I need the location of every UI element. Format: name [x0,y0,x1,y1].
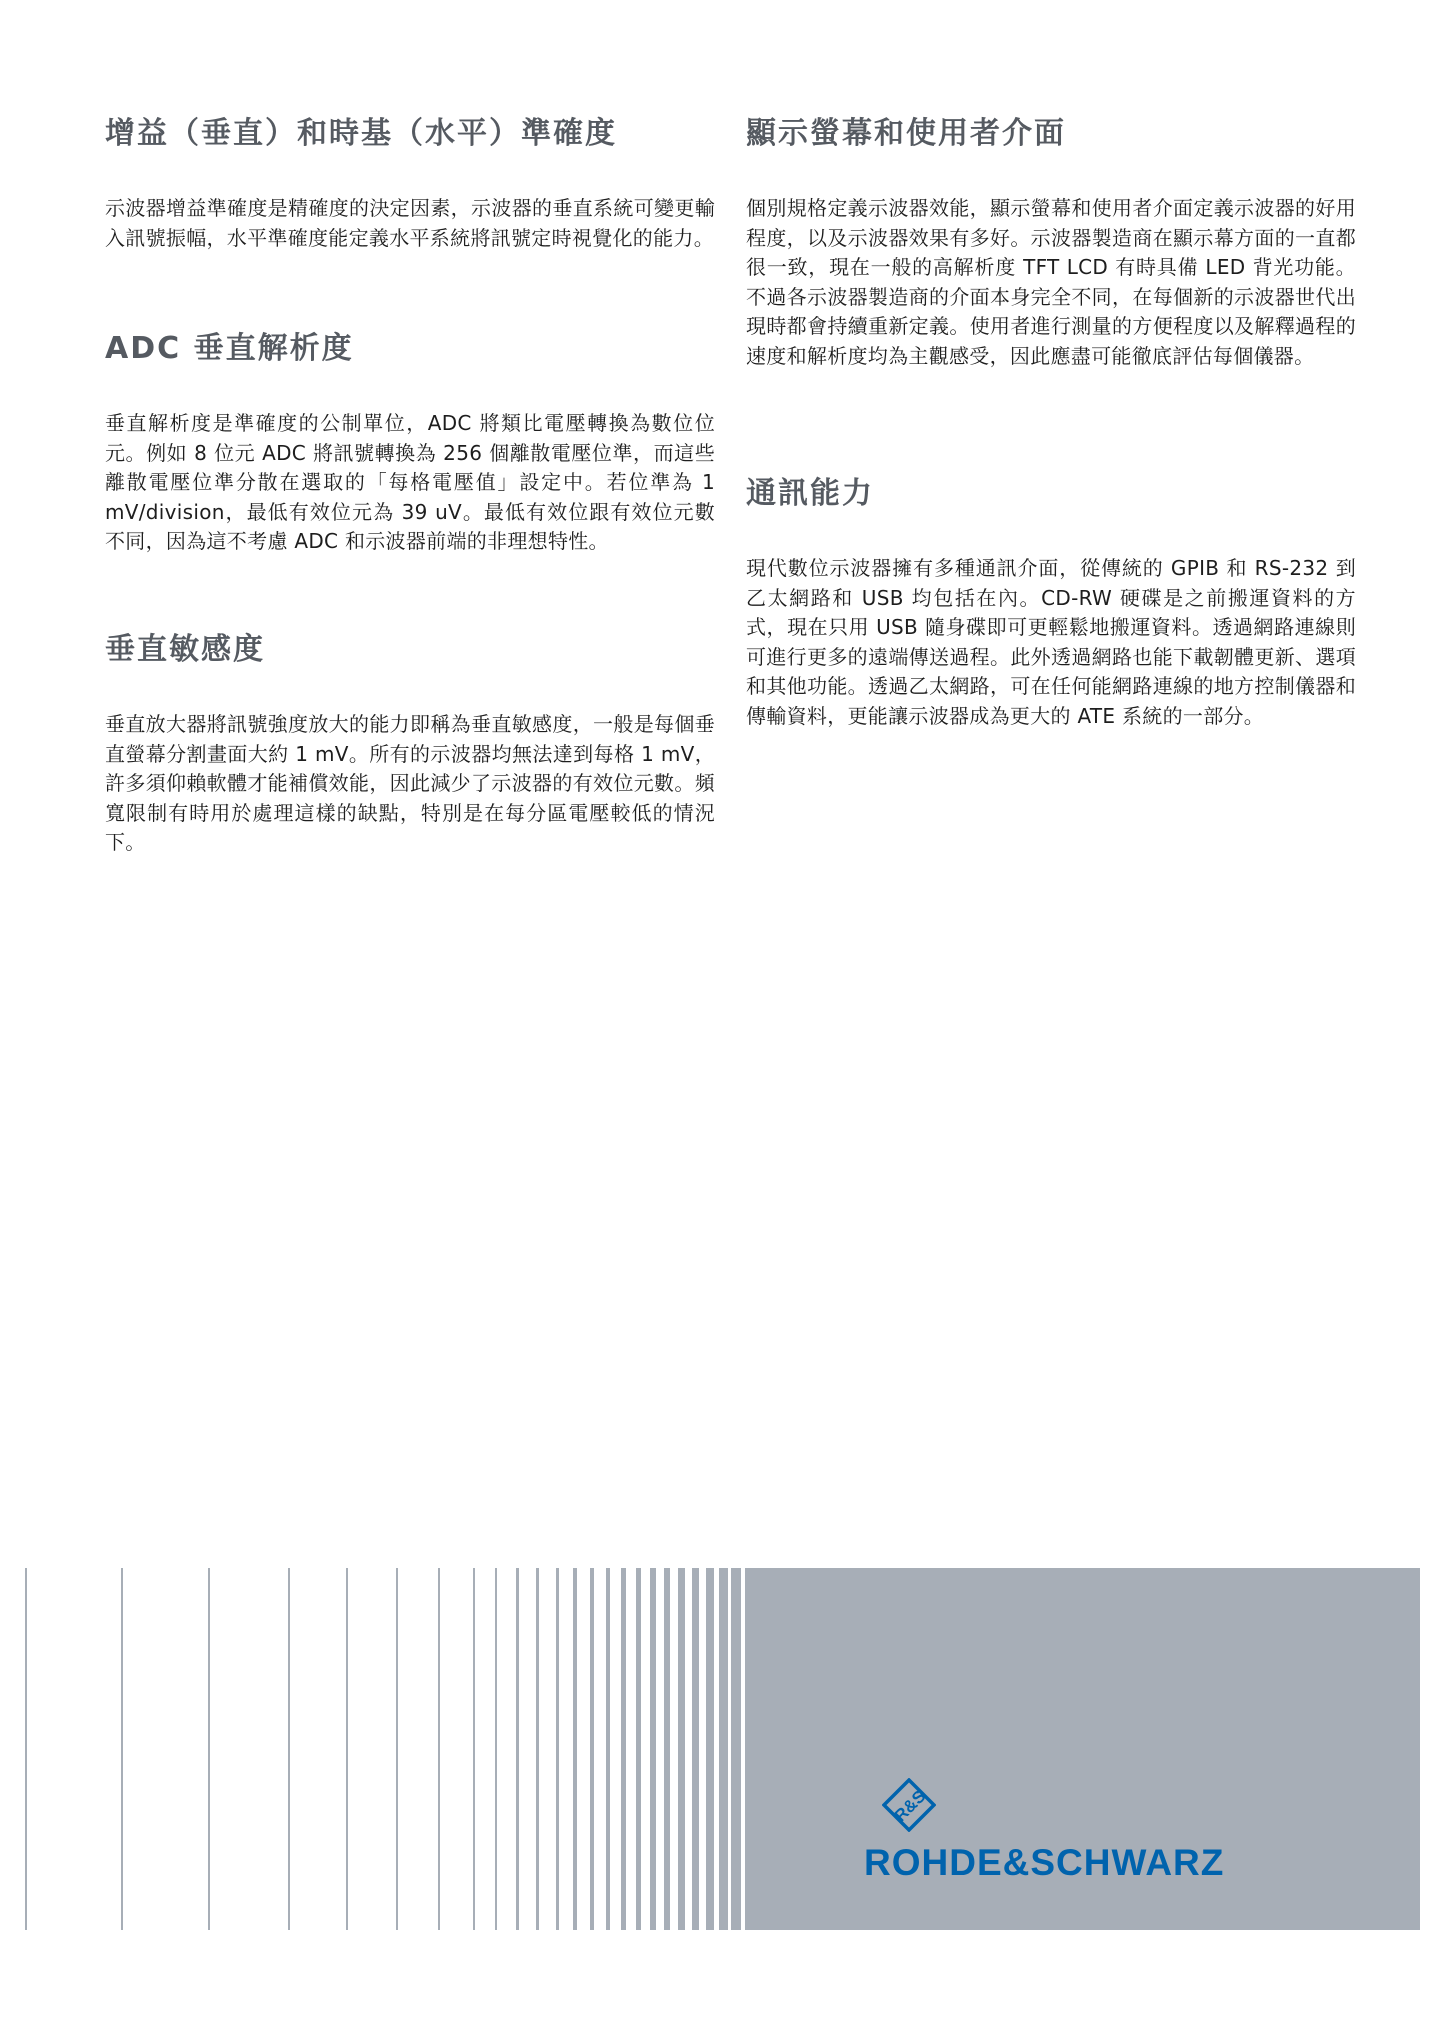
decorative-stripe [731,1568,741,1930]
section-body: 垂直解析度是準確度的公制單位，ADC 將類比電壓轉換為數位位元。例如 8 位元 ADC 將訊號轉換為 256 個離散電壓位準，而這些離散電壓位準分散在選取的「每格電壓值」設定中。若位準為 1 mV/division，最低有效位元為 39 uV。最低有效位跟有效位元數不同，因為這不考慮 ADC 和示波器前端的非理想特性。 [105,411,715,553]
section-heading: 垂直敏感度 [105,632,265,667]
decorative-stripe [636,1568,641,1930]
logo-monogram: R&S [890,1786,930,1826]
decorative-stripe [346,1568,348,1930]
decorative-stripe [556,1568,559,1930]
decorative-stripe [208,1568,210,1930]
section-heading: 增益（垂直）和時基（水平）準確度 [105,116,617,151]
section-body: 示波器增益準確度是精確度的決定因素，示波器的垂直系統可變更輸入訊號振幅，水平準確度能定義水平系統將訊號定時視覺化的能力。 [105,196,715,250]
decorative-stripe [606,1568,610,1930]
section-communication [746,474,1356,731]
decorative-stripe [516,1568,519,1930]
rs-diamond-icon [882,1778,936,1832]
decorative-stripe [590,1568,594,1930]
decorative-stripe [121,1568,123,1930]
section-heading: 顯示螢幕和使用者介面 [746,116,1066,151]
decorative-stripe [536,1568,539,1930]
decorative-stripe [25,1568,27,1930]
decorative-stripe [573,1568,577,1930]
section-body: 垂直放大器將訊號強度放大的能力即稱為垂直敏感度，一般是每個垂直螢幕分割畫面大約 1 mV。所有的示波器均無法達到每格 1 mV，許多須仰賴軟體才能補償效能，因此減少了示波器的有效位元數。頻寬限制有時用於處理這樣的缺點，特別是在每分區電壓較低的情況下。 [105,712,715,854]
decorative-stripe [719,1568,728,1930]
section-heading: ADC 垂直解析度 [105,331,354,366]
section-body: 現代數位示波器擁有多種通訊介面，從傳統的 GPIB 和 RS-232 到乙太網路和 USB 均包括在內。CD-RW 硬碟是之前搬運資料的方式，現在只用 USB 隨身碟即可更輕鬆地搬運資料。透過網路連線則可進行更多的遠端傳送過程。此外透過網路也能下載韌體更新、選項和其他功能。透過乙太網路，可在任何能網路連線的地方控制儀器和傳輸資料，更能讓示波器成為更大的 ATE 系統的一部分。 [746,556,1356,728]
section-gain-timebase-accuracy [105,114,715,253]
decorative-stripe [650,1568,656,1930]
section-adc-vertical-resolution [105,329,715,557]
decorative-stripe [692,1568,699,1930]
decorative-stripe [473,1568,475,1930]
decorative-stripe [438,1568,440,1930]
decorative-stripe [495,1568,497,1930]
decorative-stripe [678,1568,685,1930]
section-display-and-ui [746,114,1356,371]
section-vertical-sensitivity [105,630,715,858]
footer-banner [0,1568,1440,1930]
decorative-stripe [621,1568,626,1930]
section-body: 個別規格定義示波器效能，顯示螢幕和使用者介面定義示波器的好用程度，以及示波器效果有多好。示波器製造商在顯示幕方面的一直都很一致，現在一般的高解析度 TFT LCD 有時具備 LED 背光功能。不過各示波器製造商的介面本身完全不同，在每個新的示波器世代出現時都會持續重新定義。使用者進行測量的方便程度以及解釋過程的速度和解析度均為主觀感受，因此應盡可能徹底評估每個儀器。 [746,196,1356,368]
decorative-stripe [396,1568,398,1930]
section-heading: 通訊能力 [746,476,874,511]
decorative-stripe [664,1568,670,1930]
decorative-stripe [706,1568,714,1930]
logo-wordmark: ROHDE&SCHWARZ [864,1842,1225,1883]
decorative-stripe [288,1568,290,1930]
